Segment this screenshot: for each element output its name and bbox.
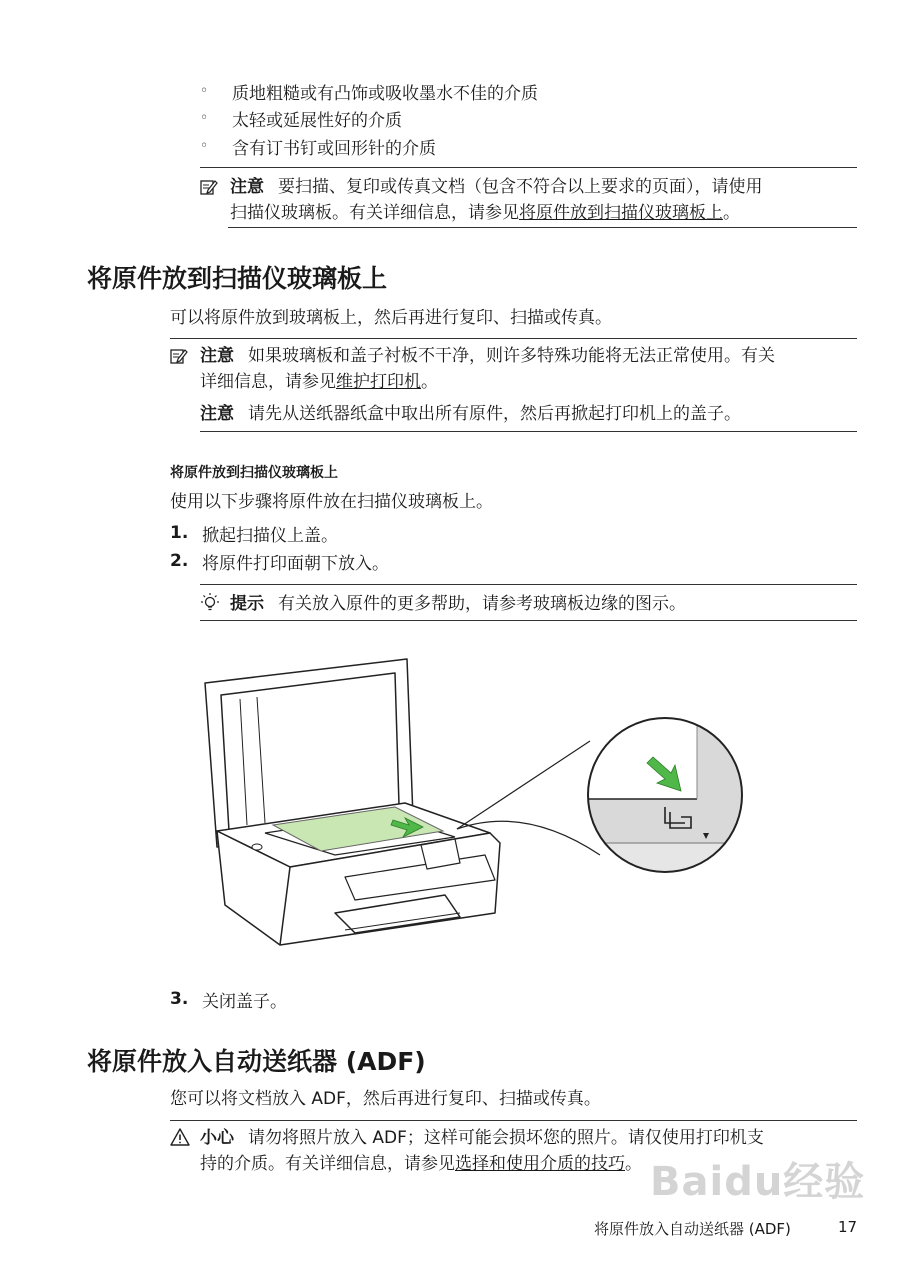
note-block xyxy=(230,174,860,226)
bullet-icon: ◦ xyxy=(200,83,209,99)
page-number: 17 xyxy=(838,1218,858,1236)
divider xyxy=(170,1120,857,1121)
note-text: 详细信息，请参见 xyxy=(200,372,336,392)
list-item xyxy=(200,79,538,103)
step-number: 1. xyxy=(170,523,189,543)
step-item xyxy=(170,519,389,547)
note-label: 注意 xyxy=(200,346,234,366)
section-title: 将原件放入自动送纸器 (ADF) xyxy=(87,1047,426,1076)
caution-text: 持的介质。有关详细信息，请参见 xyxy=(200,1154,455,1174)
note-text: 扫描仪玻璃板。有关详细信息，请参见 xyxy=(230,203,519,223)
caution-text: 请勿将照片放入 ADF；这样可能会损坏您的照片。请仅使用打印机支 xyxy=(248,1128,764,1148)
warning-icon xyxy=(170,1128,190,1146)
divider xyxy=(200,620,857,621)
list-item xyxy=(200,106,402,130)
divider xyxy=(200,167,857,168)
procedure-heading: 将原件放到扫描仪玻璃板上 xyxy=(170,465,338,481)
divider xyxy=(200,584,857,585)
note-text: 如果玻璃板和盖子衬板不干净，则许多特殊功能将无法正常使用。有关 xyxy=(248,346,775,366)
step-item xyxy=(170,985,287,1013)
tip-block xyxy=(230,591,686,617)
note-label: 注意 xyxy=(230,177,264,197)
step-text: 将原件打印面朝下放入。 xyxy=(202,553,389,574)
tip-text: 有关放入原件的更多帮助，请参考玻璃板边缘的图示。 xyxy=(278,594,686,614)
note-block xyxy=(200,401,860,427)
list-item-text: 质地粗糙或有凸饰或吸收墨水不佳的介质 xyxy=(232,83,538,104)
step-text: 关闭盖子。 xyxy=(202,991,287,1012)
watermark-logo: Baidu经验 xyxy=(650,1159,866,1205)
procedure-intro: 使用以下步骤将原件放在扫描仪玻璃板上。 xyxy=(170,492,493,512)
caution-label: 小心 xyxy=(200,1128,234,1148)
divider xyxy=(170,338,857,339)
step-number: 3. xyxy=(170,989,189,1009)
caution-suffix: 。 xyxy=(625,1154,642,1174)
note-label: 注意 xyxy=(200,404,234,424)
link-media-tips[interactable]: 选择和使用介质的技巧 xyxy=(455,1154,625,1174)
bullet-icon: ◦ xyxy=(200,110,209,126)
step-number: 2. xyxy=(170,551,189,571)
link-maintain-printer[interactable]: 维护打印机 xyxy=(336,372,421,392)
footer-section-title: 将原件放入自动送纸器 (ADF) xyxy=(594,1220,791,1238)
section-intro: 您可以将文档放入 ADF，然后再进行复印、扫描或传真。 xyxy=(170,1089,601,1109)
note-suffix: 。 xyxy=(723,203,740,223)
zoom-detail xyxy=(585,715,745,875)
note-suffix: 。 xyxy=(421,372,438,392)
step-item xyxy=(170,547,389,575)
tip-label: 提示 xyxy=(230,594,264,614)
divider xyxy=(200,431,857,432)
note-icon xyxy=(170,347,188,365)
bullet-icon: ◦ xyxy=(200,138,209,154)
lightbulb-icon xyxy=(199,592,221,614)
list-item-text: 太轻或延展性好的介质 xyxy=(232,110,402,131)
note-icon xyxy=(200,178,218,196)
section-title: 将原件放到扫描仪玻璃板上 xyxy=(87,264,388,293)
divider xyxy=(228,227,857,228)
note-text: 要扫描、复印或传真文档（包含不符合以上要求的页面），请使用 xyxy=(278,177,763,197)
list-item xyxy=(200,134,436,158)
note-block xyxy=(200,343,860,395)
steps-list xyxy=(170,519,389,575)
note-text: 请先从送纸器纸盒中取出所有原件，然后再掀起打印机上的盖子。 xyxy=(248,404,741,424)
list-item-text: 含有订书钉或回形针的介质 xyxy=(232,138,436,159)
section-intro: 可以将原件放到玻璃板上，然后再进行复印、扫描或传真。 xyxy=(170,308,612,328)
steps-list xyxy=(170,985,287,1013)
link-glass-loading[interactable]: 将原件放到扫描仪玻璃板上 xyxy=(519,203,723,223)
step-text: 掀起扫描仪上盖。 xyxy=(202,525,338,546)
